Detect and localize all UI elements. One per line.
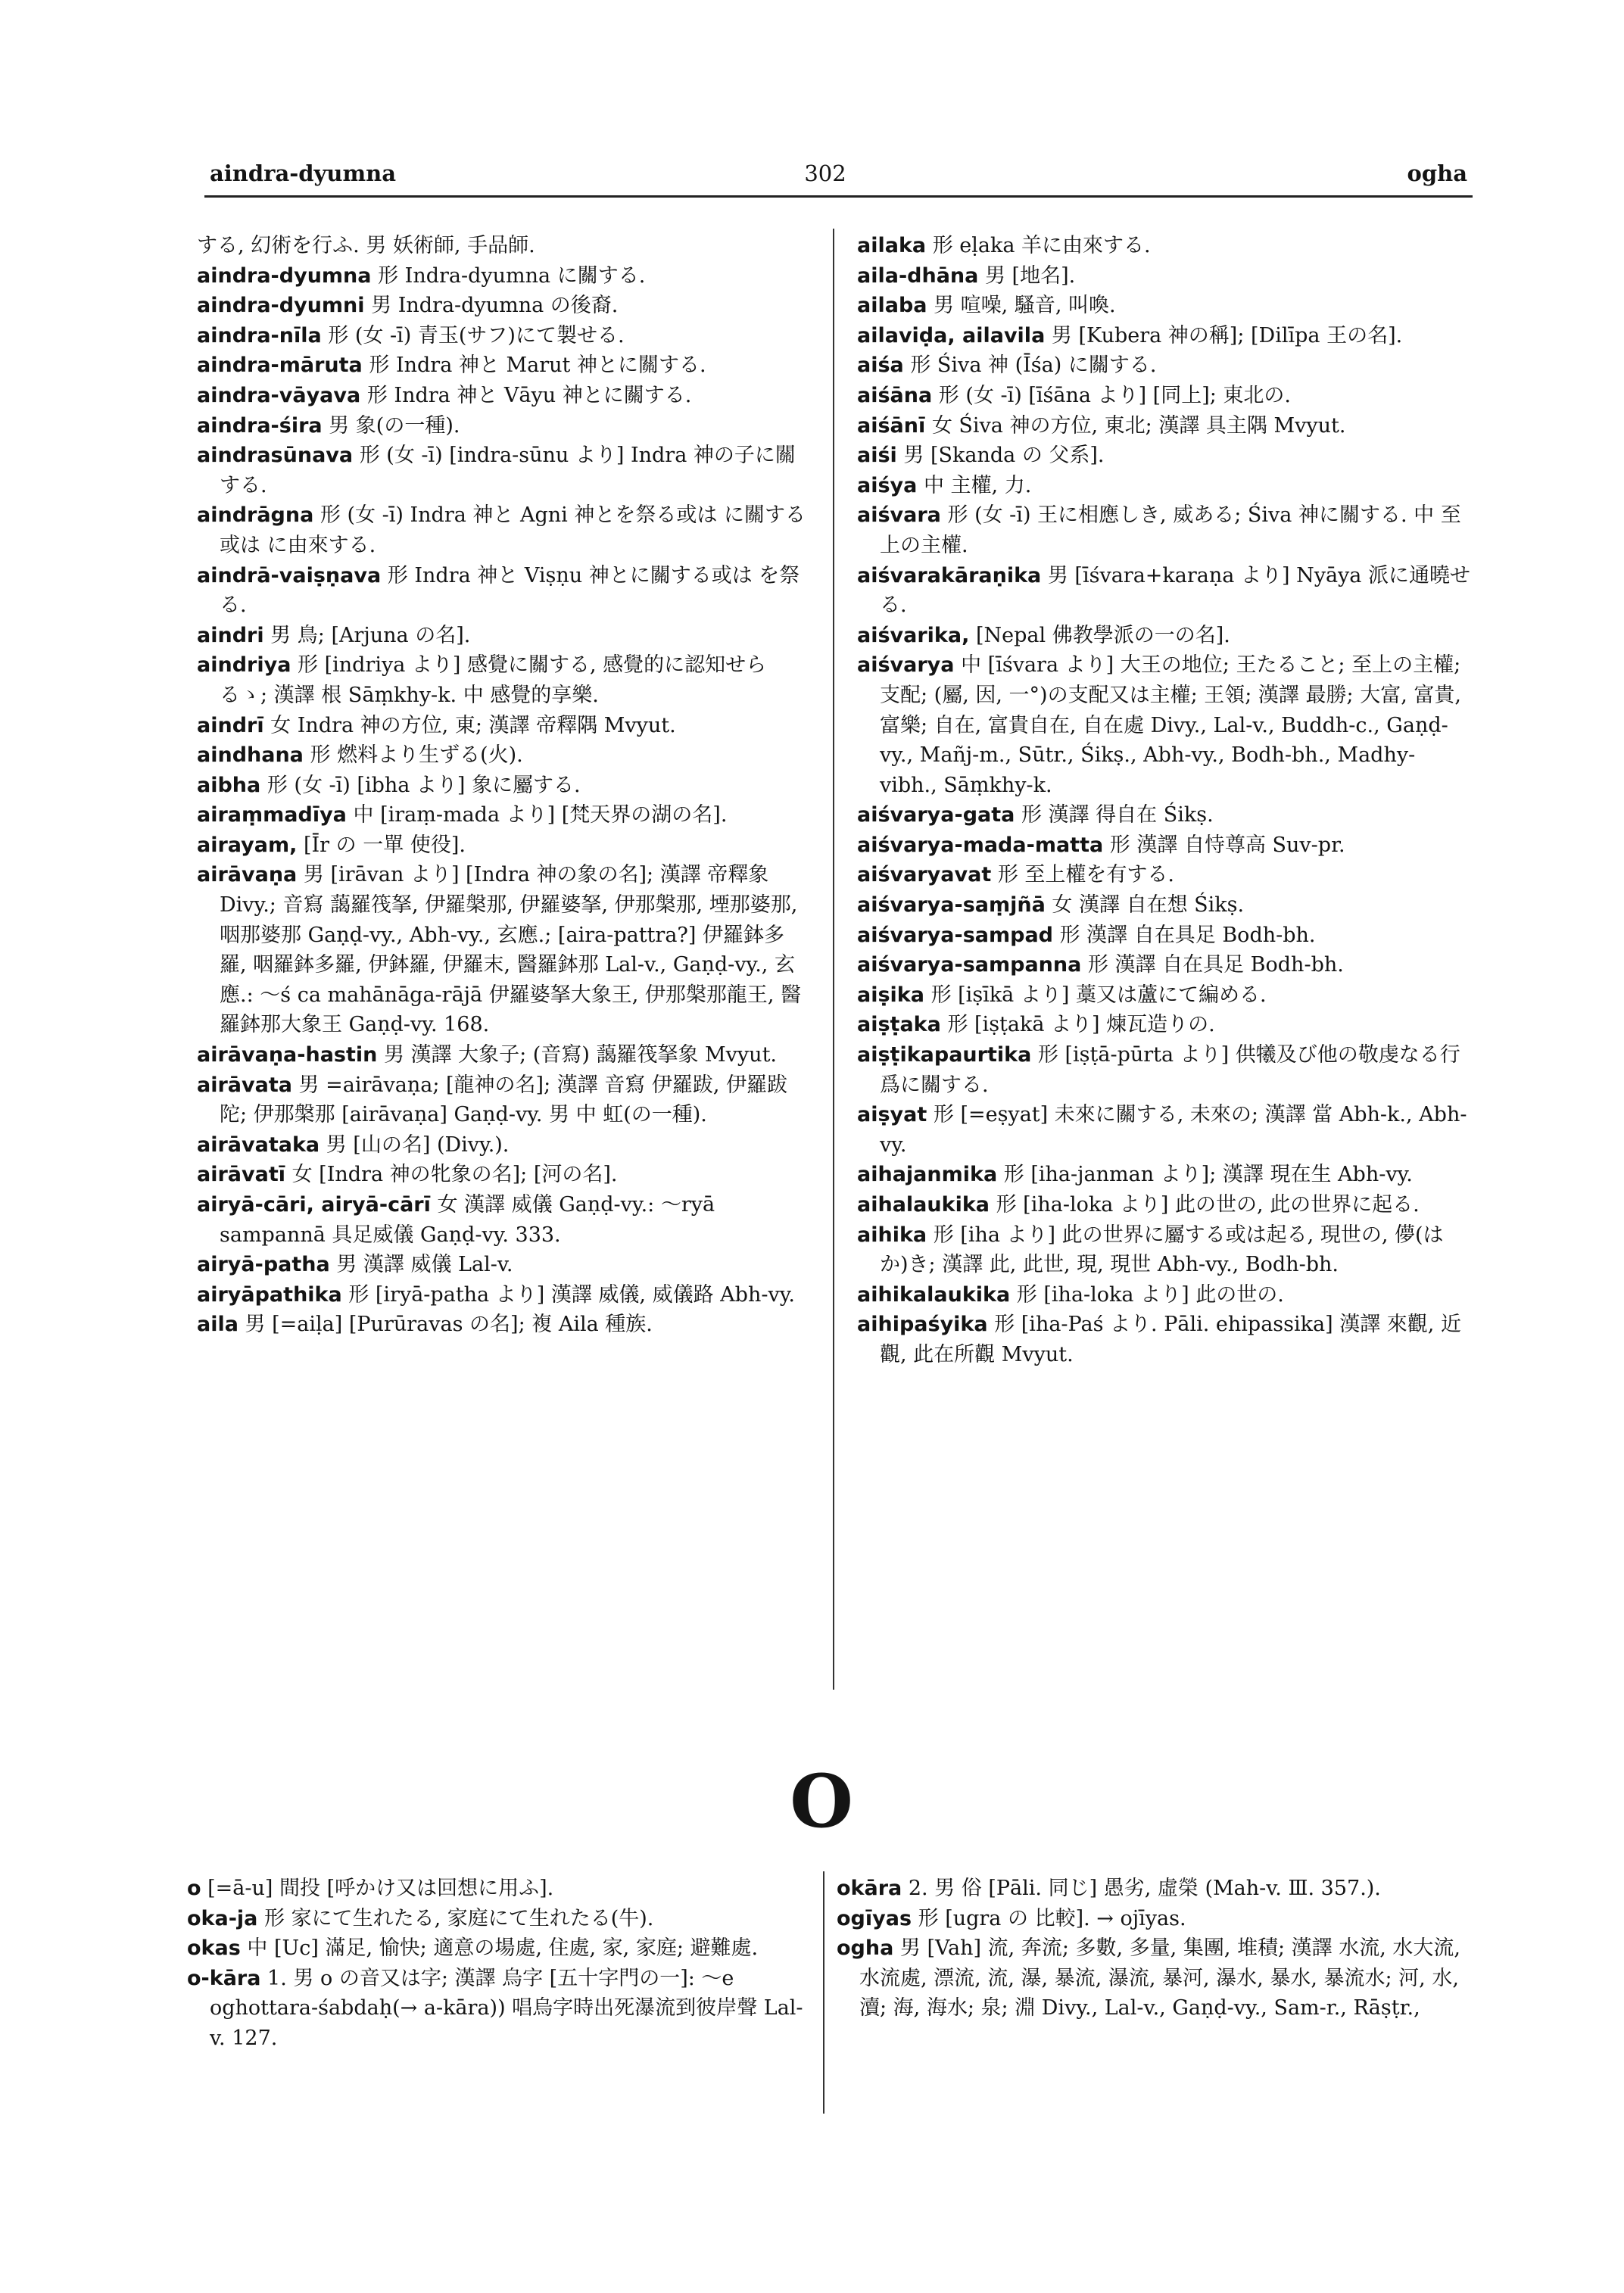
dictionary-entry <box>197 650 810 710</box>
right-column <box>857 231 1472 1370</box>
entry-definition: 男 象(の一種). <box>322 413 460 438</box>
entry-headword: aiṣyat <box>857 1103 927 1127</box>
entry-headword: ailaba <box>857 294 927 318</box>
entry-headword: aiśvarya-mada-matta <box>857 833 1104 857</box>
entry-headword: o <box>187 1877 201 1900</box>
dictionary-entry <box>197 1160 810 1190</box>
entry-definition: 中 [iraṃ-mada より] [梵天界の湖の名]. <box>346 803 728 827</box>
dictionary-entry <box>857 650 1472 800</box>
entry-headword: o-kāra <box>187 1966 261 1990</box>
entry-definition: 形 漢譯 自在具足 Bodh-bh. <box>1081 953 1344 977</box>
entry-headword: airāvatī <box>197 1163 285 1187</box>
dictionary-entry <box>857 980 1472 1011</box>
entry-headword: airyā-patha <box>197 1253 330 1277</box>
entry-headword: aiśi <box>857 444 897 468</box>
entry-headword: ogha <box>837 1936 894 1961</box>
entry-definition: [Īr の 一單 使役]. <box>297 833 466 857</box>
entry-definition: 男 [Vah] 流, 奔流; 多數, 多量, 集團, 堆積; 漢譯 水流, 水大流, 水流處, 漂流, 流, 瀑, 暴流, 瀑流, 暴河, 瀑水, 暴水, 暴流水; 河, 水, 瀆; 海, 海水; 泉; 淵 Divy., Lal-v., Gaṇḍ-vy., Sam-r., Rāṣṭr., <box>859 1936 1467 2020</box>
entry-headword: airyāpathika <box>197 1282 342 1307</box>
header-rule <box>204 195 1473 198</box>
entry-headword: okāra <box>837 1877 902 1900</box>
dictionary-entry <box>197 771 810 801</box>
entry-definition: 形 [iryā-patha より] 漢譯 威儀, 威儀路 Abh-vy. <box>341 1282 795 1307</box>
entry-headword: aiśvara <box>857 503 941 528</box>
entry-headword: airāvaṇa-hastin <box>197 1043 378 1067</box>
dictionary-entry <box>857 860 1472 890</box>
entry-definition: 形 [iṣṭā-pūrta より] 供犧及び他の敬虔なる行爲に關する. <box>880 1043 1460 1097</box>
entry-definition: 2. 男 俗 [Pāli. 同じ] 愚劣, 虛榮 (Mah-v. Ⅲ. 357.). <box>902 1877 1381 1900</box>
dictionary-entry <box>857 561 1472 621</box>
entry-definition: 男 [īśvara+karaṇa より] Nyāya 派に通曉せる. <box>880 563 1470 618</box>
entry-headword: aiṣika <box>857 983 924 1007</box>
entry-headword: aindra-dyumni <box>197 294 365 318</box>
entry-headword: aihalaukika <box>857 1193 990 1217</box>
entry-definition: 形 [=eṣyat] 未來に關する, 未來の; 漢譯 當 Abh-k., Abh-vy. <box>880 1103 1467 1157</box>
entry-headword: ailaka <box>857 234 927 257</box>
entry-headword: aindhana <box>197 743 304 768</box>
entry-headword: aiśvarya-sampanna <box>857 953 1082 977</box>
page-number: 302 <box>804 160 846 186</box>
dictionary-entry <box>187 1904 815 1934</box>
entry-headword: aindra-dyumna <box>197 263 372 288</box>
dictionary-entry <box>197 1310 810 1340</box>
dictionary-entry <box>187 1874 815 1904</box>
dictionary-entry <box>857 350 1472 381</box>
dictionary-entry <box>197 1130 810 1161</box>
entry-headword: aiṣṭikapaurtika <box>857 1043 1032 1067</box>
entry-headword: airāvaṇa <box>197 863 298 887</box>
dictionary-entry <box>197 860 810 1040</box>
entry-definition: 形 Indra 神と Vāyu 神とに關する. <box>360 383 692 407</box>
entry-headword: aihikalaukika <box>857 1282 1011 1307</box>
column-divider-o-section <box>823 1871 824 2114</box>
dictionary-entry <box>857 950 1472 980</box>
o-section-right-column <box>837 1874 1473 2024</box>
dictionary-entry <box>197 411 810 441</box>
dictionary-entry <box>857 500 1472 560</box>
entry-headword: ogīyas <box>837 1906 912 1930</box>
dictionary-entry <box>197 381 810 411</box>
entry-definition: 形 (女 -ī) [indra-sūnu より] Indra 神の子に關する. <box>220 444 796 497</box>
dictionary-entry <box>187 1933 815 1964</box>
entry-headword: aiśānī <box>857 413 926 438</box>
entry-definition: 女 Śiva 神の方位, 東北; 漢譯 具主隅 Mvyut. <box>925 413 1346 438</box>
entry-headword: aihika <box>857 1223 927 1247</box>
entry-definition: 形 漢譯 自在具足 Bodh-bh. <box>1053 923 1316 947</box>
entry-definition: 男 漢譯 大象子; (音寫) 藹羅筏拏象 Mvyut. <box>377 1043 778 1067</box>
dictionary-entry <box>197 561 810 621</box>
entry-headword: aila <box>197 1313 238 1337</box>
dictionary-entry <box>197 740 810 771</box>
entry-definition: 男 [Kubera 神の稱]; [Dilīpa 王の名]. <box>1045 323 1403 347</box>
dictionary-entry <box>197 261 810 291</box>
entry-definition: 男 漢譯 威儀 Lal-v. <box>329 1253 513 1277</box>
dictionary-entry <box>197 231 810 261</box>
dictionary-entry <box>197 1190 810 1250</box>
entry-definition: 男 鳥; [Arjuna の名]. <box>263 623 471 647</box>
dictionary-entry <box>857 800 1472 830</box>
entry-headword: aiśāna <box>857 383 933 407</box>
entry-definition: 形 [iṣṭakā より] 煉瓦造りの. <box>940 1013 1215 1037</box>
entry-definition: 女 [Indra 神の牝象の名]; [河の名]. <box>285 1163 618 1187</box>
entry-definition: 形 燃料より生ずる(火). <box>303 743 523 768</box>
entry-definition: 女 漢譯 自在想 Śikṣ. <box>1045 893 1245 918</box>
entry-headword: aindra-māruta <box>197 354 363 378</box>
entry-headword: oka-ja <box>187 1906 258 1930</box>
entry-headword: airaṃmadīya <box>197 803 347 827</box>
entry-definition: 男 [地名]. <box>978 263 1076 288</box>
dictionary-entry <box>197 1040 810 1070</box>
entry-headword: aindra-śira <box>197 413 323 438</box>
entry-headword: airyā-cāri, airyā-cārī <box>197 1193 431 1217</box>
entry-definition: 形 Śiva 神 (Īśa) に關する. <box>903 354 1157 378</box>
dictionary-entry <box>197 291 810 321</box>
entry-headword: aihipaśyika <box>857 1313 988 1337</box>
dictionary-entry <box>857 381 1472 411</box>
entry-definition: 形 Indra 神と Marut 神とに關する. <box>362 354 706 378</box>
entry-definition: 形 (女 -ī) [īśāna より] [同上]; 東北の. <box>932 383 1292 407</box>
section-letter: O <box>790 1759 853 1844</box>
entry-headword: aiśya <box>857 473 918 497</box>
entry-definition: 形 (女 -ī) Indra 神と Agni 神とを祭る或は に關する或は に由來する. <box>220 503 806 557</box>
entry-definition: 形 [iha より] 此の世界に屬する或は起る, 現世の, 儚(はか)き; 漢譯 此, 此世, 現, 現世 Abh-vy., Bodh-bh. <box>880 1223 1444 1277</box>
dictionary-entry <box>197 1280 810 1310</box>
entry-definition: 男 Indra-dyumna の後裔. <box>364 294 619 318</box>
entry-definition: 形 漢譯 自恃尊高 Suv-pr. <box>1103 833 1345 857</box>
entry-headword: aiśvarya-saṃjñā <box>857 893 1046 918</box>
dictionary-entry <box>857 621 1472 651</box>
dictionary-entry <box>197 441 810 500</box>
entry-headword: aiśvarakāraṇika <box>857 563 1042 587</box>
entry-definition: 女 漢譯 威儀 Gaṇḍ-vy.: 〜ryā sampannā 具足威儀 Gaṇḍ-vy. 333. <box>220 1193 722 1247</box>
entry-definition: 形 (女 -ī) 王に相應しき, 威ある; Śiva 神に關する. 中 至上の主權. <box>880 503 1461 557</box>
running-head-right: ogha <box>1407 160 1467 186</box>
dictionary-entry <box>857 1310 1472 1369</box>
entry-headword: aindrā-vaiṣṇava <box>197 563 382 587</box>
entry-definition: 男 [irāvan より] [Indra 神の象の名]; 漢譯 帝釋象 Divy.; 音寫 藹羅筏拏, 伊羅槃那, 伊羅婆拏, 伊那槃那, 堙那婆那, 咽那婆那 Gaṇḍ-vy., Abh-vy., 玄應.; [aira-pattra?] 伊羅鉢多羅, 咽羅鉢多羅, 伊鉢羅, 伊羅末, 醫羅鉢那 Lal-v., Gaṇḍ-vy., 玄應.: 〜ś ca mahānāga-rājā 伊羅婆拏大象王, 伊那槃那龍王, 醫羅鉢那大象王 Gaṇḍ-vy. 168. <box>220 863 804 1037</box>
dictionary-entry <box>837 1933 1473 2024</box>
dictionary-entry <box>857 921 1472 951</box>
entry-definition: 男 [=aiḷa] [Purūravas の名]; 複 Aila 種族. <box>238 1313 653 1337</box>
entry-definition: 女 Indra 神の方位, 東; 漢譯 帝釋隅 Mvyut. <box>263 713 676 737</box>
dictionary-entry <box>857 411 1472 441</box>
dictionary-entry <box>857 1100 1472 1160</box>
entry-definition: 形 Indra 神と Viṣṇu 神とに關する或は を祭る. <box>220 563 800 618</box>
entry-headword: aiṣṭaka <box>857 1013 941 1037</box>
dictionary-entry <box>197 1250 810 1280</box>
entry-definition: 男 [山の名] (Divy.). <box>320 1132 510 1157</box>
dictionary-entry <box>197 500 810 560</box>
entry-headword: aindra-nīla <box>197 323 322 347</box>
entry-headword: aila-dhāna <box>857 263 979 288</box>
entry-headword: aiśvarya-sampad <box>857 923 1054 947</box>
column-divider <box>833 229 834 1690</box>
dictionary-entry <box>857 231 1472 261</box>
entry-headword: aiśvarika, <box>857 623 970 647</box>
o-section-left-column <box>187 1874 815 2054</box>
dictionary-entry <box>837 1874 1473 1904</box>
dictionary-entry <box>197 800 810 830</box>
dictionary-entry <box>197 830 810 861</box>
entry-definition: 形 [iha-loka より] 此の世の, 此の世界に起る. <box>990 1193 1420 1217</box>
entry-definition: 形 [indriya より] 感覺に關する, 感覺的に認知せらるゝ; 漢譯 根 Sāṃkhy-k. 中 感覺的享樂. <box>220 653 767 707</box>
entry-headword: aindra-vāyava <box>197 383 361 407</box>
dictionary-entry <box>857 471 1472 501</box>
entry-headword: aindri <box>197 623 264 647</box>
dictionary-entry <box>837 1904 1473 1934</box>
entry-definition: 1. 男 o の音又は字; 漢譯 烏字 [五十字門の一]: 〜e oghottara-śabdaḥ(→ a-kāra)) 唱烏字時出死瀑流到彼岸聲 Lal-v. 127. <box>210 1966 803 2050</box>
entry-definition: 形 Indra-dyumna に關する. <box>371 263 646 288</box>
entry-definition: 中 主權, 力. <box>917 473 1032 497</box>
entry-headword: aindriya <box>197 653 291 678</box>
entry-definition: 男 =airāvaṇa; [龍神の名]; 漢譯 音寫 伊羅跋, 伊羅跋陀; 伊那槃那 [airāvaṇa] Gaṇḍ-vy. 男 中 虹(の一種). <box>220 1073 788 1127</box>
dictionary-entry <box>857 1040 1472 1100</box>
entry-definition: 形 eḷaka 羊に由來する. <box>926 234 1151 257</box>
dictionary-entry <box>857 1220 1472 1280</box>
entry-definition: 形 至上權を有する. <box>991 863 1174 887</box>
running-head-left: aindra-dyumna <box>210 160 397 186</box>
entry-definition: 男 喧噪, 騷音, 叫喚. <box>927 294 1116 318</box>
dictionary-entry <box>857 1160 1472 1190</box>
entry-headword: aibha <box>197 773 261 797</box>
dictionary-entry <box>857 441 1472 471</box>
entry-headword: aindrāgna <box>197 503 314 528</box>
dictionary-entry <box>197 321 810 351</box>
entry-definition: 形 家にて生れたる, 家庭にて生れたる(牛). <box>257 1906 654 1930</box>
dictionary-entry <box>857 261 1472 291</box>
dictionary-entry <box>197 621 810 651</box>
dictionary-entry <box>857 830 1472 861</box>
entry-definition: する, 幻術を行ふ. 男 妖術師, 手品師. <box>197 234 535 257</box>
dictionary-entry <box>857 890 1472 921</box>
entry-definition: 男 [Skanda の 父系]. <box>896 444 1105 468</box>
entry-headword: airāvata <box>197 1073 292 1097</box>
entry-definition: 形 漢譯 得自在 Śikṣ. <box>1015 803 1214 827</box>
dictionary-entry <box>197 350 810 381</box>
entry-headword: aihajanmika <box>857 1163 998 1187</box>
entry-definition: 形 [iha-Paś より. Pāli. ehipassika] 漢譯 來觀, 近觀, 此在所觀 Mvyut. <box>880 1313 1461 1366</box>
dictionary-entry <box>197 1070 810 1130</box>
dictionary-entry <box>197 711 810 741</box>
dictionary-entry <box>857 1010 1472 1040</box>
entry-headword: aindrī <box>197 713 264 737</box>
dictionary-entry <box>857 291 1472 321</box>
left-column <box>197 231 810 1340</box>
entry-definition: 中 [īśvara より] 大王の地位; 王たること; 至上の主權; 支配; (屬, 因, 一°)の支配又は主權; 王領; 漢譯 最勝; 大富, 富貴, 富樂; 自在, 富貴自在, 自在處 Divy., Lal-v., Buddh-c., Gaṇḍ-vy., Mañj-m., Sūtr., Śikṣ., Abh-vy., Bodh-bh., Madhy-vibh., Sāṃkhy-k. <box>880 653 1468 797</box>
entry-headword: airayam, <box>197 833 298 857</box>
entry-definition: [Nepal 佛教學派の一の名]. <box>969 623 1230 647</box>
entry-definition: 形 (女 -ī) 青玉(サフ)にて製せる. <box>321 323 625 347</box>
dictionary-entry <box>857 321 1472 351</box>
dictionary-entry <box>857 1190 1472 1220</box>
entry-headword: ailaviḍa, ailavila <box>857 323 1046 347</box>
entry-headword: aiśvarya <box>857 653 955 678</box>
entry-headword: aiśvarya-gata <box>857 803 1015 827</box>
entry-definition: 形 (女 -ī) [ibha より] 象に屬する. <box>260 773 581 797</box>
entry-definition: 中 [Uc] 滿足, 愉快; 適意の場處, 住處, 家, 家庭; 避難處. <box>240 1936 759 1961</box>
entry-headword: okas <box>187 1936 241 1961</box>
entry-definition: 形 [iha-loka より] 此の世の. <box>1010 1282 1284 1307</box>
entry-definition: 形 [iṣīkā より] 藁又は蘆にて編める. <box>924 983 1267 1007</box>
dictionary-entry <box>857 1280 1472 1310</box>
entry-headword: aiśa <box>857 354 904 378</box>
entry-headword: aindrasūnava <box>197 444 354 468</box>
dictionary-entry <box>187 1964 815 2054</box>
entry-definition: 形 [iha-janman より]; 漢譯 現在生 Abh-vy. <box>997 1163 1413 1187</box>
entry-headword: aiśvaryavat <box>857 863 992 887</box>
entry-definition: [=ā-u] 間投 [呼かけ又は回想に用ふ]. <box>201 1877 554 1900</box>
entry-headword: airāvataka <box>197 1132 320 1157</box>
entry-definition: 形 [ugra の 比較]. → ojīyas. <box>912 1906 1186 1930</box>
